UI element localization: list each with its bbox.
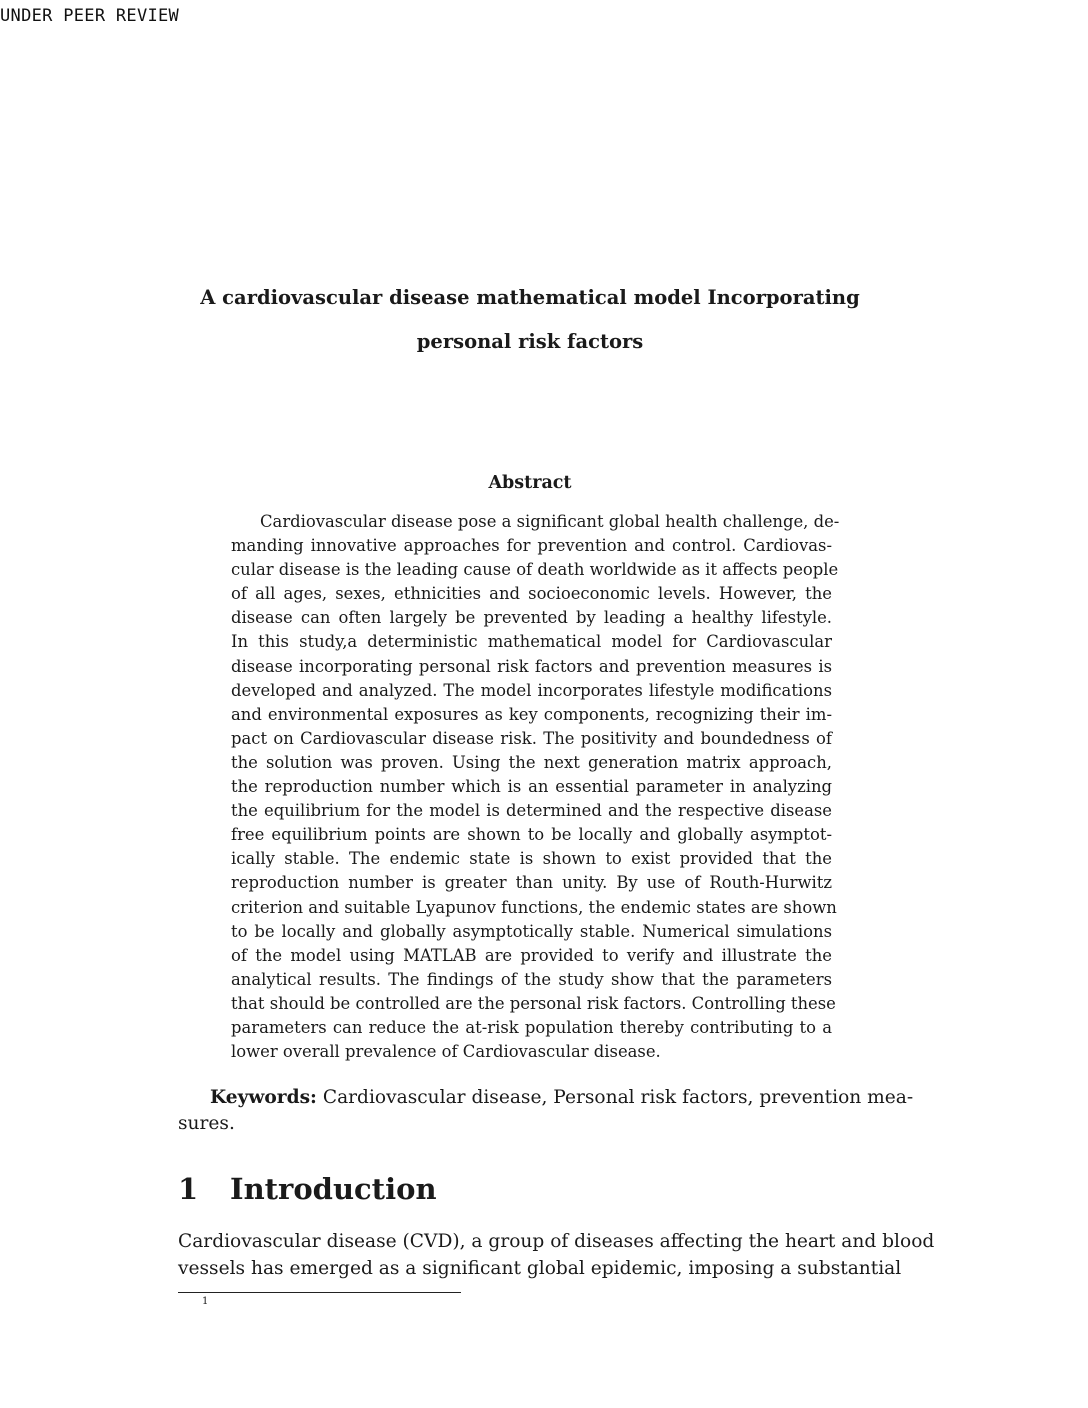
- abstract-line: the reproduction number which is an essential parameter in analyzing: [231, 777, 832, 797]
- abstract-line: In this study,a deterministic mathematical model for Cardiovascular: [231, 632, 832, 652]
- abstract-line: manding innovative approaches for prevention and control. Cardiovas-: [231, 536, 832, 556]
- abstract-line: criterion and suitable Lyapunov functions, the endemic states are shown: [231, 897, 837, 917]
- abstract-heading: Abstract: [488, 473, 572, 493]
- section-number: 1: [178, 1172, 199, 1206]
- abstract-line: free equilibrium points are shown to be locally and globally asymptot-: [231, 825, 832, 845]
- abstract-line: and environmental exposures as key components, recognizing their im-: [231, 704, 832, 724]
- abstract-line: of all ages, sexes, ethnicities and socioeconomic levels. However, the: [231, 584, 832, 604]
- introduction-line: vessels has emerged as a significant global epidemic, imposing a substantial: [178, 1257, 902, 1279]
- abstract-line: cular disease is the leading cause of death worldwide as it affects people: [231, 560, 839, 580]
- abstract-line: that should be controlled are the personal risk factors. Controlling these: [231, 993, 836, 1013]
- abstract-body: [231, 510, 840, 1064]
- footnote-rule: [178, 1292, 461, 1293]
- abstract-line: developed and analyzed. The model incorporates lifestyle modifications: [231, 680, 832, 700]
- paper-title-line-1: A cardiovascular disease mathematical model Incorporating: [200, 286, 860, 309]
- paper-title-line-2: personal risk factors: [416, 330, 644, 353]
- abstract-line: pact on Cardiovascular disease risk. The positivity and boundedness of: [231, 728, 832, 748]
- section-heading-introduction: [178, 1172, 437, 1206]
- keywords-line: [178, 1085, 914, 1111]
- abstract-line: lower overall prevalence of Cardiovascular disease.: [231, 1042, 661, 1062]
- keywords-text: Cardiovascular disease, Personal risk factors, prevention mea-: [322, 1087, 914, 1108]
- abstract-line: the solution was proven. Using the next generation matrix approach,: [231, 752, 832, 772]
- abstract-line: disease can often largely be prevented by leading a healthy lifestyle.: [231, 608, 832, 628]
- peer-review-watermark: UNDER PEER REVIEW: [0, 6, 180, 26]
- abstract-line: disease incorporating personal risk factors and prevention measures is: [231, 656, 832, 676]
- keywords-line-continued: sures.: [178, 1112, 235, 1134]
- abstract-line: ically stable. The endemic state is shown to exist provided that the: [231, 849, 832, 869]
- abstract-line: parameters can reduce the at-risk population thereby contributing to a: [231, 1017, 832, 1037]
- abstract-line: reproduction number is greater than unity. By use of Routh-Hurwitz: [231, 873, 832, 893]
- abstract-line: to be locally and globally asymptotically stable. Numerical simulations: [231, 921, 832, 941]
- footnote-marker: 1: [202, 1296, 209, 1307]
- introduction-paragraph: [178, 1229, 935, 1282]
- abstract-line: analytical results. The findings of the study show that the parameters: [231, 969, 832, 989]
- keywords-label: Keywords:: [210, 1087, 317, 1108]
- keywords-block: [178, 1085, 914, 1136]
- introduction-line: Cardiovascular disease (CVD), a group of diseases affecting the heart and blood: [178, 1231, 935, 1252]
- abstract-line: of the model using MATLAB are provided to verify and illustrate the: [231, 945, 832, 965]
- abstract-line: the equilibrium for the model is determined and the respective disease: [231, 801, 832, 821]
- section-title: Introduction: [230, 1172, 437, 1206]
- abstract-line: Cardiovascular disease pose a significant global health challenge, de-: [260, 512, 840, 531]
